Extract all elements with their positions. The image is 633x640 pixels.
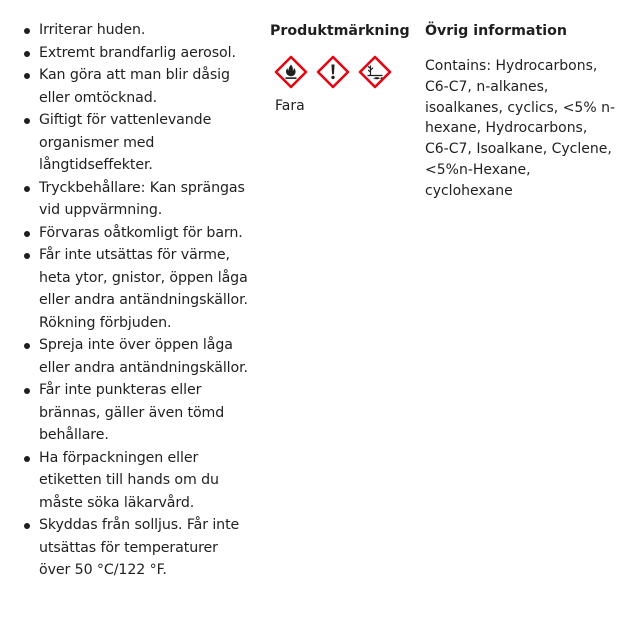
hazard-statement: Förvaras oåtkomligt för barn. [22,222,250,245]
hazard-statement: Irriterar huden. [22,19,250,42]
hazard-statement: Spreja inte över öppen låga eller andra antändningskällor. [22,334,250,379]
hazard-statement: Extremt brandfarlig aerosol. [22,42,250,65]
signal-word: Fara [275,98,305,114]
other-information-column [425,22,615,202]
hazard-statement: Giftigt för vattenlevande organismer med långtidseffekter. [22,109,250,177]
hazard-statement: Skyddas från solljus. Får inte utsättas för temperaturer över 50 °C/122 °F. [22,514,250,582]
environment-hazard-icon [358,55,392,89]
product-labeling-heading: Produktmärkning [270,23,410,39]
exclamation-hazard-icon [316,55,350,89]
hazard-statement: Ha förpackningen eller etiketten till hands om du måste söka läkarvård. [22,447,250,515]
other-information-text: Contains: Hydrocarbons, C6-C7, n-alkanes, isoalkanes, cyclics, <5% n-hexane, Hydrocarbons, C6-C7, Isoalkane, Cyclene, <5%n-Hexane, cyclohexane [425,58,616,199]
hazard-statement: Får inte utsättas för värme, heta ytor, gnistor, öppen låga eller andra antändningskällor. Rökning förbjuden. [22,244,250,334]
hazard-statement: Får inte punkteras eller brännas, gäller även tömd behållare. [22,379,250,447]
hazard-statements-list [22,19,250,582]
product-labeling-column [270,22,410,115]
other-information-heading: Övrig information [425,23,567,39]
hazard-statement: Tryckbehållare: Kan sprängas vid uppvärmning. [22,177,250,222]
flame-hazard-icon [274,55,308,89]
hazard-pictograms [274,55,410,89]
hazard-statement: Kan göra att man blir dåsig eller omtöcknad. [22,64,250,109]
hazard-statements-column [22,19,250,582]
